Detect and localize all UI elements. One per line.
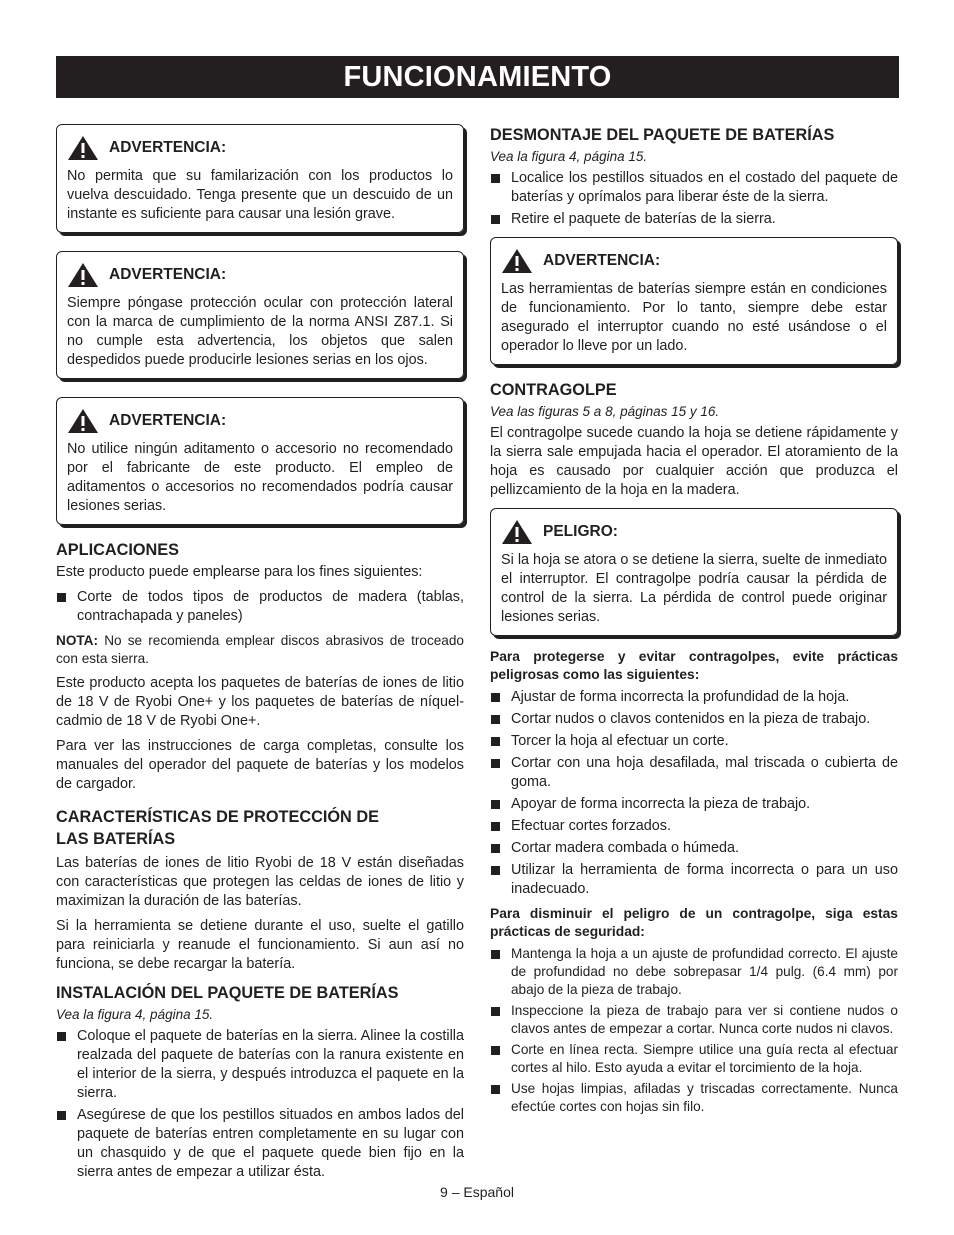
heading-line: CARACTERÍSTICAS DE PROTECCIÓN DE	[56, 808, 379, 826]
warning-box	[56, 251, 464, 379]
warning-box	[490, 237, 898, 365]
warning-box	[56, 124, 464, 233]
lead-text: Para protegerse y evitar contragolpes, evite prácticas peligrosas como las siguientes:	[490, 649, 898, 682]
list-item: Cortar con una hoja desafilada, mal triscada o cubierta de goma.	[490, 754, 898, 792]
list-item: Cortar madera combada o húmeda.	[490, 839, 898, 858]
list-item: Asegúrese de que los pestillos situados en ambos lados del paquete de baterías entren completamente en su lugar con un chasquido y de que el paquete quede bien fijo en la sierra antes de empezar a utilizar ésta.	[56, 1106, 464, 1182]
left-column	[56, 124, 464, 1188]
section-heading-contragolpe: CONTRAGOLPE	[490, 381, 617, 399]
page-title: FUNCIONAMIENTO	[56, 56, 899, 98]
warning-text: No permita que su familarización con los productos lo vuelva descuidado. Tenga presente que un descuido de un instante es suficiente para causar una lesión grave.	[67, 168, 453, 222]
section-heading-instalacion: INSTALACIÓN DEL PAQUETE DE BATERÍAS	[56, 984, 399, 1002]
warning-text: Siempre póngase protección ocular con protección lateral con la marca de cumplimiento de la norma ANSI Z87.1. Si no cumple esta advertencia, los objetos que salen despedidos puede producirle lesiones serias en los ojos.	[67, 295, 453, 368]
list-item: Inspeccione la pieza de trabajo para ver si contiene nudos o clavos antes de empezar a cortar. Nunca corte nudos ni clavos.	[490, 1002, 898, 1038]
note	[56, 632, 464, 668]
section-heading-aplicaciones: APLICACIONES	[56, 541, 180, 559]
paragraph: Si la herramienta se detiene durante el uso, suelte el gatillo para reiniciarla y reanude el funcionamiento. Si aun así no funciona, se debe recargar la batería.	[56, 918, 464, 972]
right-column	[490, 124, 898, 1122]
section-heading-caracteristicas	[56, 806, 464, 850]
list-item: Coloque el paquete de baterías en la sierra. Alinee la costilla realzada del paquete de baterías con la ranura existente en el interior de la sierra, y después introduzca el paquete en la sierra.	[56, 1027, 464, 1103]
list-item: Torcer la hoja al efectuar un corte.	[490, 732, 898, 751]
note-label: NOTA:	[56, 633, 99, 648]
warning-triangle-icon	[501, 248, 533, 274]
warning-text: No utilice ningún aditamento o accesorio no recomendado por el fabricante de este producto. El empleo de aditamentos o accesorios no recomendados podría causar lesiones serias.	[67, 441, 453, 514]
warning-title: ADVERTENCIA:	[109, 266, 227, 283]
list-item: Corte de todos tipos de productos de madera (tablas, contrachapada y paneles)	[56, 588, 464, 626]
list-item: Corte en línea recta. Siempre utilice una guía recta al efectuar cortes al hilo. Esto ayuda a evitar el torcimiento de la hoja.	[490, 1041, 898, 1077]
paragraph: Las baterías de iones de litio Ryobi de 18 V están diseñadas con características que protegen las celdas de iones de litio y maximizan la duración de las baterías.	[56, 855, 464, 909]
paragraph: Este producto puede emplearse para los fines siguientes:	[56, 564, 423, 580]
list-item: Localice los pestillos situados en el costado del paquete de baterías y oprímalos para liberar éste de la sierra.	[490, 169, 898, 207]
warning-triangle-icon	[67, 262, 99, 288]
paragraph: El contragolpe sucede cuando la hoja se detiene rápidamente y la sierra sale empujada hacia el operador. El atoramiento de la hoja es causado por cualquier acción que produzca el pellizcamiento de la hoja en la madera.	[490, 425, 898, 498]
list-item: Mantenga la hoja a un ajuste de profundidad correcto. El ajuste de profundidad no debe sobrepasar 1/4 pulg. (6.4 mm) por abajo de la pieza de trabajo.	[490, 945, 898, 999]
list-item: Use hojas limpias, afiladas y triscadas correctamente. Nunca efectúe cortes con hojas sin filo.	[490, 1080, 898, 1116]
warning-title: ADVERTENCIA:	[543, 252, 661, 269]
figure-reference: Vea la figura 4, página 15.	[56, 1007, 214, 1022]
warning-text: Las herramientas de baterías siempre están en condiciones de funcionamiento. Por lo tanto, siempre debe estar asegurado el interruptor cuando no esté usándose o el operador lo lleve por un lado.	[501, 281, 887, 354]
danger-text: Si la hoja se atora o se detiene la sierra, suelte de inmediato el interruptor. El contragolpe podría causar la pérdida de control de la sierra. La pérdida de control puede originar lesiones serias.	[501, 552, 887, 625]
warning-triangle-icon	[501, 519, 533, 545]
list-item: Ajustar de forma incorrecta la profundidad de la hoja.	[490, 688, 898, 707]
danger-title: PELIGRO:	[543, 523, 618, 540]
warning-title: ADVERTENCIA:	[109, 139, 227, 156]
list-item: Efectuar cortes forzados.	[490, 817, 898, 836]
paragraph: Este producto acepta los paquetes de baterías de iones de litio de 18 V de Ryobi One+ y los paquetes de baterías de níquel-cadmio de 18 V de Ryobi One+.	[56, 675, 464, 729]
figure-reference: Vea las figuras 5 a 8, páginas 15 y 16.	[490, 404, 720, 419]
danger-box	[490, 508, 898, 636]
list-item: Apoyar de forma incorrecta la pieza de trabajo.	[490, 795, 898, 814]
warning-triangle-icon	[67, 135, 99, 161]
figure-reference: Vea la figura 4, página 15.	[490, 149, 648, 164]
warning-title: ADVERTENCIA:	[109, 412, 227, 429]
warning-triangle-icon	[67, 408, 99, 434]
list-item: Utilizar la herramienta de forma incorrecta o para un uso inadecuado.	[490, 861, 898, 899]
list-item: Retire el paquete de baterías de la sierra.	[490, 210, 898, 229]
note-text: No se recomienda emplear discos abrasivos de troceado con esta sierra.	[56, 633, 464, 666]
list-item: Cortar nudos o clavos contenidos en la pieza de trabajo.	[490, 710, 898, 729]
heading-line: LAS BATERÍAS	[56, 830, 176, 848]
section-heading-desmontaje: DESMONTAJE DEL PAQUETE DE BATERÍAS	[490, 126, 835, 144]
warning-box	[56, 397, 464, 525]
paragraph: Para ver las instrucciones de carga completas, consulte los manuales del operador del paquete de baterías y los modelos de cargador.	[56, 738, 464, 792]
lead-text: Para disminuir el peligro de un contragolpe, siga estas prácticas de seguridad:	[490, 906, 898, 939]
page-footer: 9 – Español	[440, 1184, 514, 1200]
